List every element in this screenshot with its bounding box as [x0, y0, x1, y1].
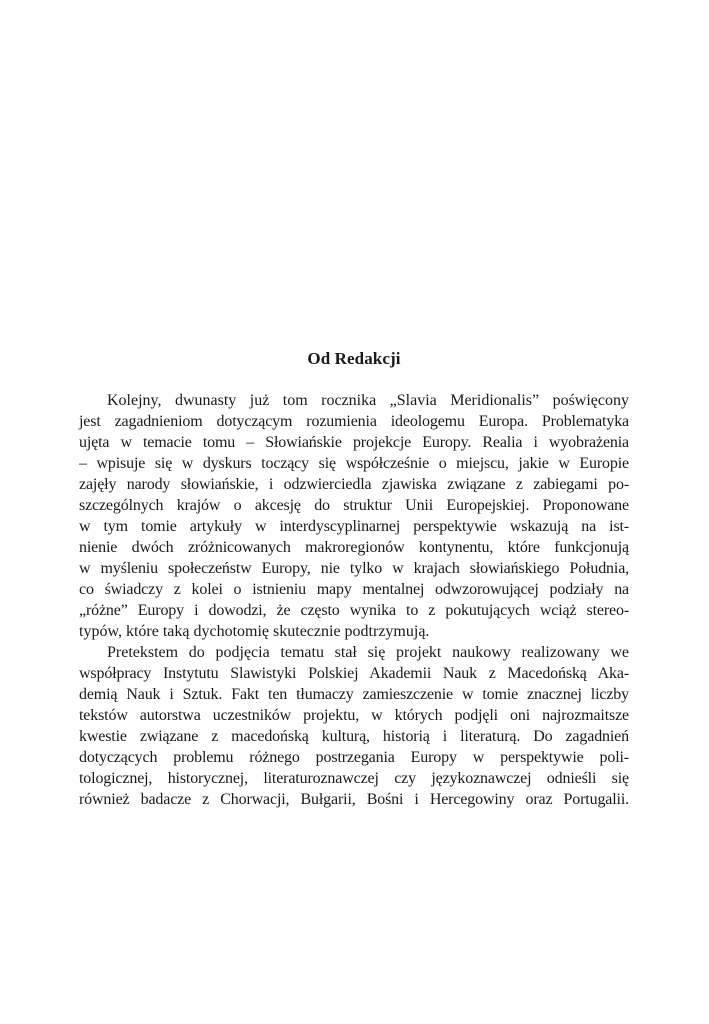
text-line: jest zagadnieniom dotyczącym rozumienia ideologemu Europa. Problematyka [79, 413, 629, 430]
paragraph-2 [79, 642, 629, 810]
text-line: typów, które taką dychotomię skutecznie podtrzymują. [79, 623, 430, 640]
text-line: demią Nauk i Sztuk. Fakt ten tłumaczy zamieszczenie w tomie znacznej liczby [79, 686, 629, 703]
text-line: ujęta w temacie tomu – Słowiańskie projekcje Europy. Realia i wyobrażenia [79, 434, 629, 451]
text-line: szczególnych krajów o akcesję do struktur Unii Europejskiej. Proponowane [79, 497, 629, 514]
text-line: nienie dwóch zróżnicowanych makroregionów kontynentu, które funkcjonują [79, 539, 629, 556]
text-line: Kolejny, dwunasty już tom rocznika „Slavia Meridionalis” poświęcony [107, 392, 629, 409]
text-line: dotyczących problemu różnego postrzegania Europy w perspektywie poli- [79, 749, 629, 766]
text-line: co świadczy z kolei o istnieniu mapy mentalnej odwzorowującej podziały na [79, 581, 629, 598]
text-line: współpracy Instytutu Slawistyki Polskiej Akademii Nauk z Macedońską Aka- [79, 665, 629, 682]
text-line: tekstów autorstwa uczestników projektu, w których podjęli oni najrozmaitsze [79, 707, 629, 724]
paragraph-1 [79, 390, 629, 642]
text-line: tologicznej, historycznej, literaturoznawczej czy językoznawczej odnieśli się [79, 770, 629, 787]
editorial-section [79, 347, 629, 810]
text-line: w tym tomie artykuły w interdyscyplinarnej perspektywie wskazują na ist- [79, 518, 629, 535]
text-line: Pretekstem do podjęcia tematu stał się projekt naukowy realizowany we [107, 644, 629, 661]
text-line: zajęły narody słowiańskie, i odzwierciedla zjawiska związane z zabiegami po- [79, 476, 629, 493]
text-line: w myśleniu społeczeństw Europy, nie tylko w krajach słowiańskiego Południa, [79, 560, 629, 577]
text-line: – wpisuje się w dyskurs toczący się współcześnie o miejscu, jakie w Europie [79, 455, 629, 472]
text-line: również badacze z Chorwacji, Bułgarii, Bośni i Hercegowiny oraz Portugalii. [79, 791, 629, 808]
text-line: „różne” Europy i dowodzi, że często wynika to z pokutujących wciąż stereo- [79, 602, 629, 619]
section-title: Od Redakcji [307, 349, 401, 368]
text-line: kwestie związane z macedońską kulturą, historią i literaturą. Do zagadnień [79, 728, 629, 745]
